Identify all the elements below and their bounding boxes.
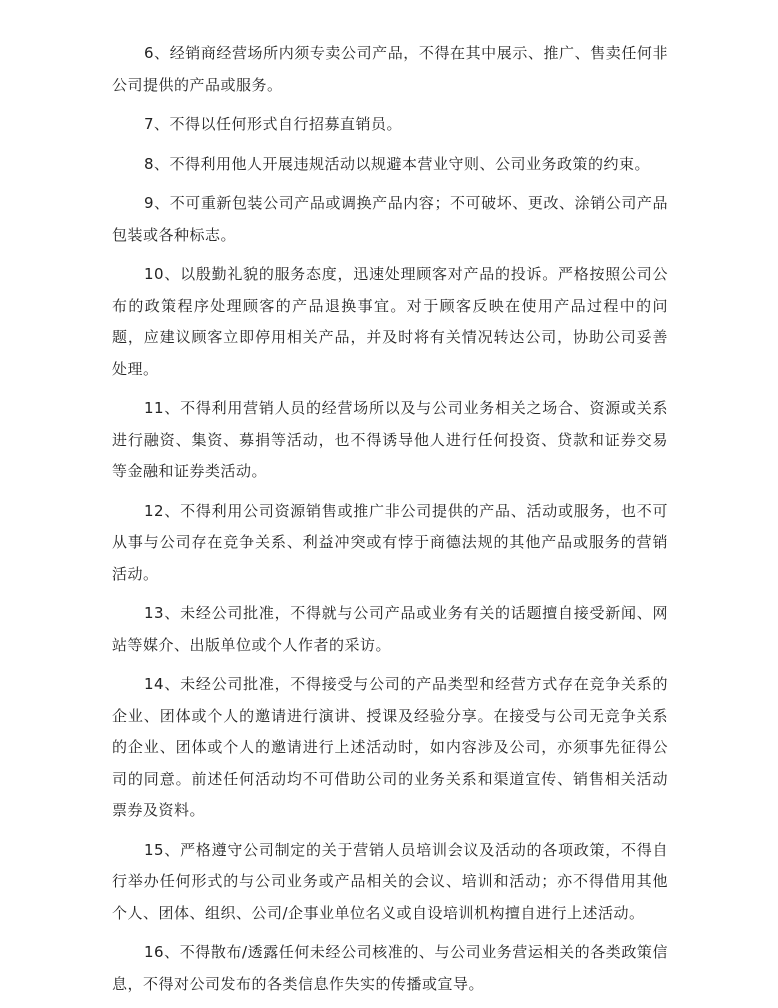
clause-10: 10、以殷勤礼貌的服务态度，迅速处理顾客对产品的投诉。严格按照公司公布的政策程序处理顾客的产品退换事宜。对于顾客反映在使用产品过程中的问题，应建议顾客立即停用相关产品，并及时将有关情况转达公司，协助公司妥善处理。 [112,265,668,378]
clause-7: 7、不得以任何形式自行招募直销员。 [144,115,403,133]
document-body [112,38,668,1008]
clause-9: 9、不可重新包装公司产品或调换产品内容；不可破坏、更改、涂销公司产品包装或各种标志。 [112,194,668,244]
clause-13: 13、未经公司批准，不得就与公司产品或业务有关的话题擅自接受新闻、网站等媒介、出版单位或个人作者的采访。 [112,604,668,654]
clause-16: 16、不得散布/透露任何未经公司核准的、与公司业务营运相关的各类政策信息，不得对公司发布的各类信息作失实的传播或宣导。 [112,943,668,993]
clause-8: 8、不得利用他人开展违规活动以规避本营业守则、公司业务政策的约束。 [144,154,651,173]
clause-15: 15、严格遵守公司制定的关于营销人员培训会议及活动的各项政策，不得自行举办任何形式的与公司业务或产品相关的会议、培训和活动；亦不得借用其他个人、团体、组织、公司/企事业单位名义或自设培训机构擅自进行上述活动。 [112,840,668,922]
clause-12: 12、不得利用公司资源销售或推广非公司提供的产品、活动或服务，也不可从事与公司存在竞争关系、利益冲突或有悖于商德法规的其他产品或服务的营销活动。 [112,501,668,583]
clause-14: 14、未经公司批准，不得接受与公司的产品类型和经营方式存在竞争关系的企业、团体或个人的邀请进行演讲、授课及经验分享。在接受与公司无竞争关系的企业、团体或个人的邀请进行上述活动时，如内容涉及公司，亦须事先征得公司的同意。前述任何活动均不可借助公司的业务关系和渠道宣传、销售相关活动票券及资料。 [112,675,668,819]
clause-6: 6、经销商经营场所内须专卖公司产品，不得在其中展示、推广、售卖任何非公司提供的产品或服务。 [112,44,668,94]
clause-11: 11、不得利用营销人员的经营场所以及与公司业务相关之场合、资源或关系进行融资、集资、募捐等活动，也不得诱导他人进行任何投资、贷款和证券交易等金融和证券类活动。 [112,399,668,480]
